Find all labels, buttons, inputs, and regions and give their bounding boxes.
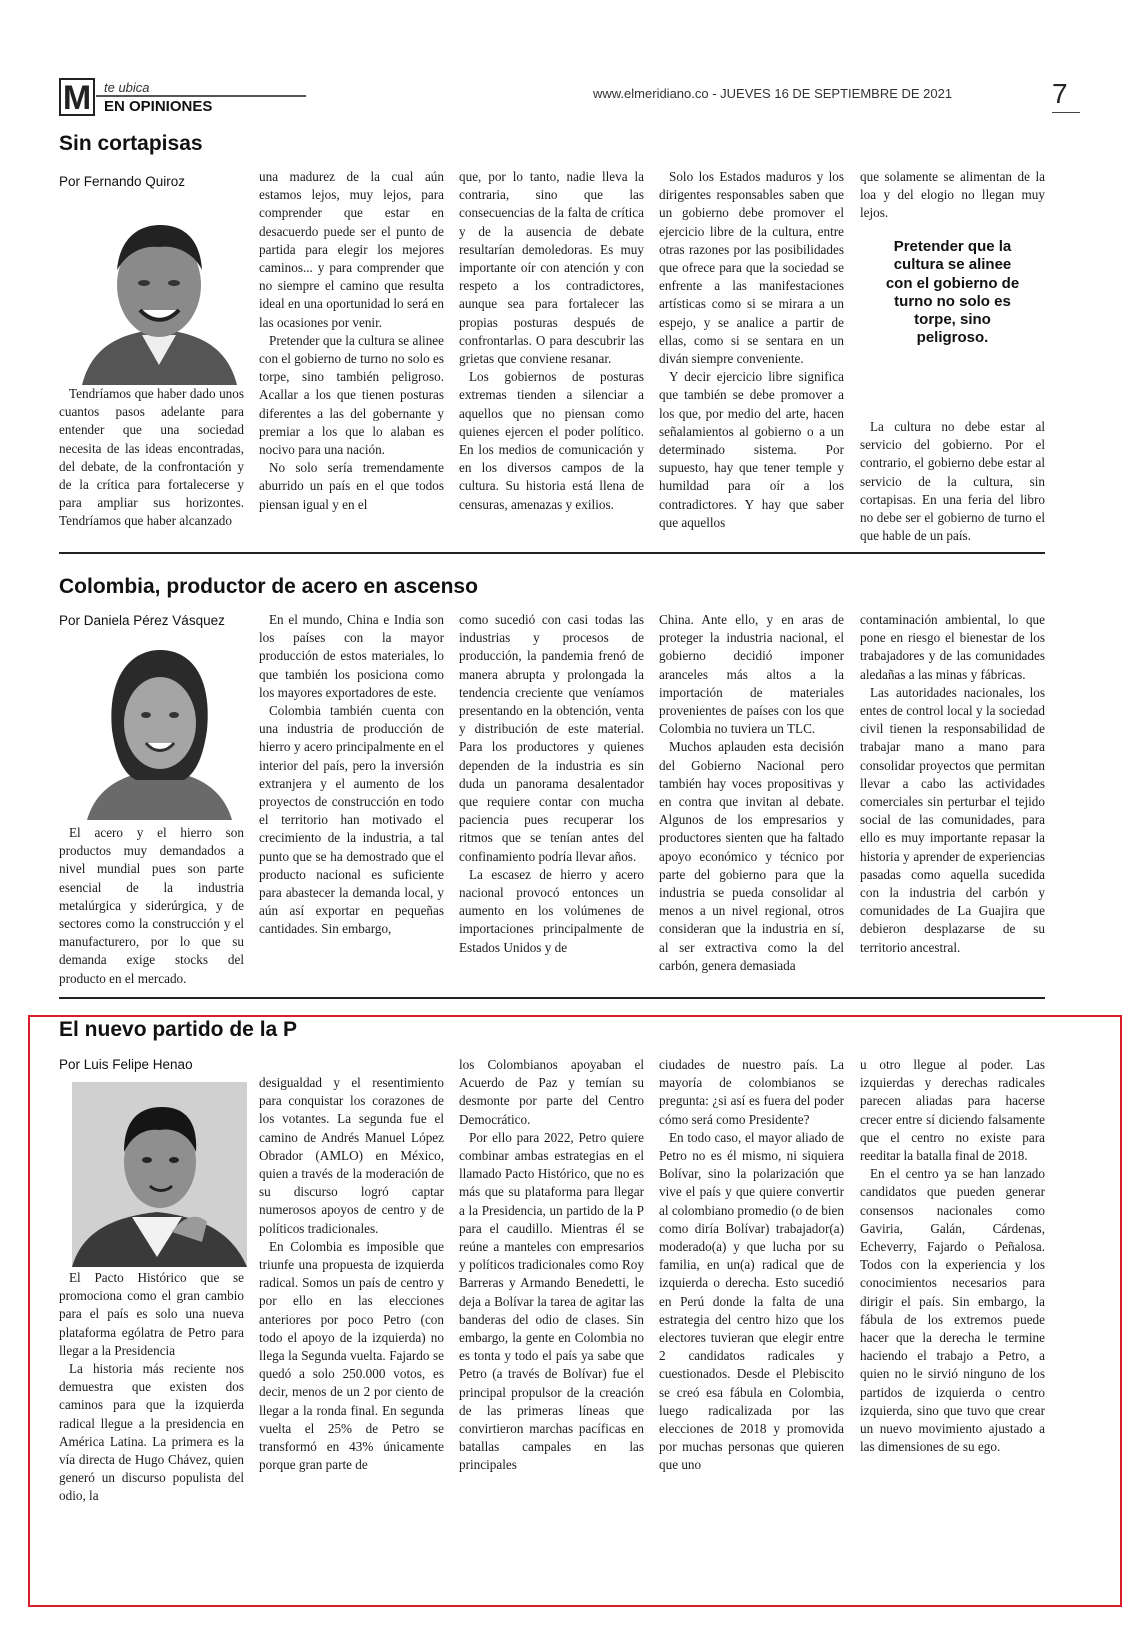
article-byline: Por Luis Felipe Henao (59, 1057, 193, 1072)
article-column (459, 168, 644, 514)
paragraph: Y decir ejercicio libre significa que también se debe promover a los que, por medio del arte, hacen señalamientos al gobierno o a un determinado sistema. Por supuesto, hay que tener temple y humildad para oír a los contradictores. Y hay que saber que aquellos (659, 369, 844, 530)
article-column (860, 1056, 1045, 1456)
section-label: EN OPINIONES (104, 98, 213, 115)
paragraph: China. Ante ello, y en aras de proteger la industria nacional, el gobierno decidió imponer aranceles más altos a la importación de materiales provenientes de países con los que Colombia no tuviera un TLC. (659, 612, 844, 737)
paragraph: Los gobiernos de posturas extremas tienden a silenciar a aquellos que no piensan como quienes ejercen el poder político. En los medios de comunicación y en los diversos campos de la cultura. Su historia está llena de censuras, amenazas y exilios. (459, 369, 644, 512)
tagline: te ubica (104, 80, 150, 95)
article-column (860, 611, 1045, 957)
author-photo (72, 195, 247, 385)
article-column (259, 611, 444, 939)
article-byline: Por Daniela Pérez Vásquez (59, 613, 225, 628)
article-column (860, 168, 1045, 223)
article-column (59, 1269, 244, 1506)
article-column (59, 385, 244, 531)
paragraph: En todo caso, el mayor aliado de Petro no es él mismo, ni siquiera Bolívar, sino la polarización que vive el país y que quiere convertir al colombiano promedio (o de bien como diría Bolívar) trabajador(a) moderado(a) y que lucha por su familia, en un(a) radical que de izquierda o derecha. Esto sucedió en Perú donde la falta de una estrategia del centro hizo que los electores tuvieran que elegir entre 2 candidatos radicales y cuestionados. Desde el Plebiscito se creó esa fábula en Colombia, luego radicalizada por las elecciones de 2018 y promovida por muchas personas que quieren que uno (659, 1129, 844, 1473)
section-divider (59, 997, 1045, 999)
article-column (659, 611, 844, 975)
paragraph: Tendríamos que haber dado unos cuantos pasos adelante para entender que una sociedad necesita de las ideas encontradas, del debate, de la confrontación y de la crítica para fortalecerse y para ampliar sus horizontes. Tendríamos que haber alcanzado (59, 386, 244, 529)
paragraph: como sucedió con casi todas las industrias y procesos de producción, la pandemia frenó de manera abrupta y prolongada la tendencia creciente que veníamos presentando en la obtención, venta y distribución de este material. Para los productores y quienes dependen de la industria es sin duda un panorama desalentador que requiere contar con mucha paciencia pues recuperar los ritmos que se tenían antes del confinamiento podría llevar años. (459, 612, 644, 864)
article-column (59, 824, 244, 988)
paragraph: Pretender que la cultura se alinee con el gobierno de turno no solo es torpe, sino también peligroso. Acallar a los que tienen posturas diferentes a las del gobernante y premiar a los que lo alaban es nocivo para una nación. (259, 332, 444, 458)
paragraph: ciudades de nuestro país. La mayoría de colombianos se pregunta: ¿si así es fuera del poder cómo será como Presidente? (659, 1057, 844, 1127)
article-byline: Por Fernando Quiroz (59, 174, 186, 189)
article-column (659, 1056, 844, 1475)
paragraph: La cultura no debe estar al servicio del gobierno. Por el contrario, el gobierno debe estar al servicio de la cultura, sin cortapisas. En una feria del libro no debe ser el gobierno de turno el que hable de un país. (860, 419, 1045, 544)
paragraph: una madurez de la cual aún estamos lejos, muy lejos, para comprender que estar en desacuerdo puede ser el punto de partida para elegir los mejores caminos... y para comprender que no siempre el camino que resulta ideal en una oportunidad lo será en las ocasiones por venir. (259, 169, 444, 330)
paragraph: No solo sería tremendamente aburrido un país en el que todos piensan igual y en el (259, 460, 444, 512)
newspaper-logo: M (59, 78, 95, 116)
author-photo (72, 635, 247, 820)
paragraph: que, por lo tanto, nadie lleva la contraria, sino que las consecuencias de la falta de crítica y de la ausencia de debate resultarían demoledoras. Es muy importante oír con atención y con respeto a los contradictores, aunque sea para fortalecer las propias posturas después de confrontarlas. O para descubrir las grietas que conviene resanar. (459, 169, 644, 367)
paragraph: En el centro ya se han lanzado candidatos que pueden generar consensos nacionales como Gaviria, Galán, Cárdenas, Echeverry, Fajardo o Peñalosa. Todos con la experiencia y los conocimientos necesarios para dirigir el país. Sin embargo, la fábula de los extremos puede hacer que la derecha le termine haciendo el trabajo a Petro, a quien no le sirvió ninguno de los partidos de izquierda o centro izquierda, sino que tuvo que crear un nuevo movimiento ajustado a las dimensiones de su ego. (860, 1166, 1045, 1455)
article-column (659, 168, 844, 532)
paragraph: que solamente se alimentan de la loa y del elogio no llegan muy lejos. (860, 169, 1045, 221)
paragraph: Muchos aplauden esta decisión del Gobierno Nacional pero también hay voces propositivas y en contra que invitan al debate. Algunos de los empresarios y productores sienten que ha faltado apoyo económico y técnico por parte del gobierno para que la industria se pueda consolidar al menos a un nivel regional, otros consideran que la industria en sí, al ser extractiva como la del carbón, genera demasiada (659, 739, 844, 973)
paragraph: Por ello para 2022, Petro quiere combinar ambas estrategias en el llamado Pacto Histórico, que no es más que su plataforma para llegar a la Presidencia, un partido de la P para el caudillo. Mientras él se reúne a manteles con empresarios y políticos tradicionales como Roy Barreras y Armando Benedetti, le deja a Bolívar la tarea de agitar las banderas del odio de clases. Sin embargo, la gente en Colombia no es tonta y todo el país ya sabe que Petro (a través de Bolívar) fue el principal propulsor de la creación de las primeras líneas que convirtieron marchas pacíficas en batallas campales en las principales (459, 1129, 644, 1473)
header-rule (96, 95, 306, 97)
paragraph: desigualdad y el resentimiento para conquistar los corazones de los votantes. La segunda fue el camino de Andrés Manuel López Obrador (AMLO) en México, quien a través de la moderación de su discurso logró captar numerosos apoyos de centro y de políticos tradicionales. (259, 1075, 444, 1236)
paragraph: Solo los Estados maduros y los dirigentes responsables saben que un gobierno debe promover el ejercicio libre de la cultura, entre otras razones por las posibilidades que ofrece para que la sociedad se enfrente a las manifestaciones artísticas como si se mirara a un espejo, y se analice a partir de ellas, como si se sentara en un diván siempre conveniente. (659, 169, 844, 367)
paragraph: El Pacto Histórico que se promociona como el gran cambio para el país es solo una nueva plataforma ególatra de Petro para llegar a la Presidencia (59, 1270, 244, 1358)
article-column (459, 1056, 644, 1475)
article-title: Colombia, productor de acero en ascenso (59, 575, 478, 598)
paragraph: los Colombianos apoyaban el Acuerdo de Paz y temían su desmonte por parte del Centro Democrático. (459, 1057, 644, 1127)
page-number: 7 (1052, 78, 1068, 109)
article-column (860, 418, 1045, 545)
paragraph: En el mundo, China e India son los países con la mayor producción de estos materiales, lo que también los posiciona como los mayores exportadores de este. (259, 612, 444, 700)
article-title: Sin cortapisas (59, 132, 203, 155)
article-column (459, 611, 644, 957)
paragraph: u otro llegue al poder. Las izquierdas y derechas radicales parecen aliadas para hacerse crecer entre sí diciendo falsamente que el centro no existe para reeditar la batalla final de 2018. (860, 1057, 1045, 1164)
paragraph: Colombia también cuenta con una industria de producción de hierro y acero principalmente en el interior del país, pero la inversión extranjera y el aumento de los proyectos de construcción en todo el territorio han motivado el crecimiento de la industria, a tal punto que se ha demostrado que el producto nacional es suficiente para abastecer la demanda local, y aún así exportar en pequeñas cantidades. Sin embargo, (259, 703, 444, 937)
paragraph: La escasez de hierro y acero nacional provocó entonces un aumento en los volúmenes de importaciones principalmente de Estados Unidos y de (459, 866, 644, 955)
author-photo (72, 1082, 247, 1267)
paragraph: La historia más reciente nos demuestra que existen dos caminos para que la izquierda radical llegue a la presidencia en América Latina. La primera es la vía directa de Hugo Chávez, quien generó un discurso populista del odio, la (59, 1361, 244, 1504)
paragraph: El acero y el hierro son productos muy demandados a nivel mundial pues son parte esencial de la industria metalúrgica y siderúrgica, y de sectores como la construcción y el manufacturero, por lo que su demanda exige stocks del producto en el mercado. (59, 825, 244, 986)
section-divider (59, 552, 1045, 554)
paragraph: Las autoridades nacionales, los entes de control local y la sociedad civil tienen la responsabilidad de trabajar mano a mano para consolidar proyectos que permitan llevar a cabo las actividades comerciales sin perturbar el tejido social de las comunidades, para ello es muy importante repasar la historia y aprender de experiencias pasadas como aquella sucedida con la industria del carbón y comunidades de La Guajira que debieron desplazarse de su territorio ancestral. (860, 684, 1045, 955)
pull-quote: Pretender que la cultura se alinee con el gobierno de turno no solo es torpe, sino peligroso. (885, 238, 1020, 347)
paragraph: contaminación ambiental, lo que pone en riesgo el bienestar de los trabajadores y de las comunidades aledañas a las minas y fábricas. (860, 612, 1045, 682)
article-column (259, 168, 444, 514)
article-column (259, 1074, 444, 1474)
paragraph: En Colombia es imposible que triunfe una propuesta de izquierda radical. Somos un país de centro y por ello en las elecciones anteriores por poco Petro (con todo el apoyo de la izquierda) no llega la Segunda vuelta. Fajardo se quedó a solo 250.000 votos, es decir, menos de un 2 por ciento de llegar a la ronda final. En segunda vuelta el 25% de Petro se transformó en 43% únicamente porque gran parte de (259, 1238, 444, 1473)
article-title: El nuevo partido de la P (59, 1018, 298, 1041)
site-and-date: www.elmeridiano.co - JUEVES 16 DE SEPTIEMBRE DE 2021 (593, 86, 953, 101)
page-number-rule (1052, 112, 1080, 113)
